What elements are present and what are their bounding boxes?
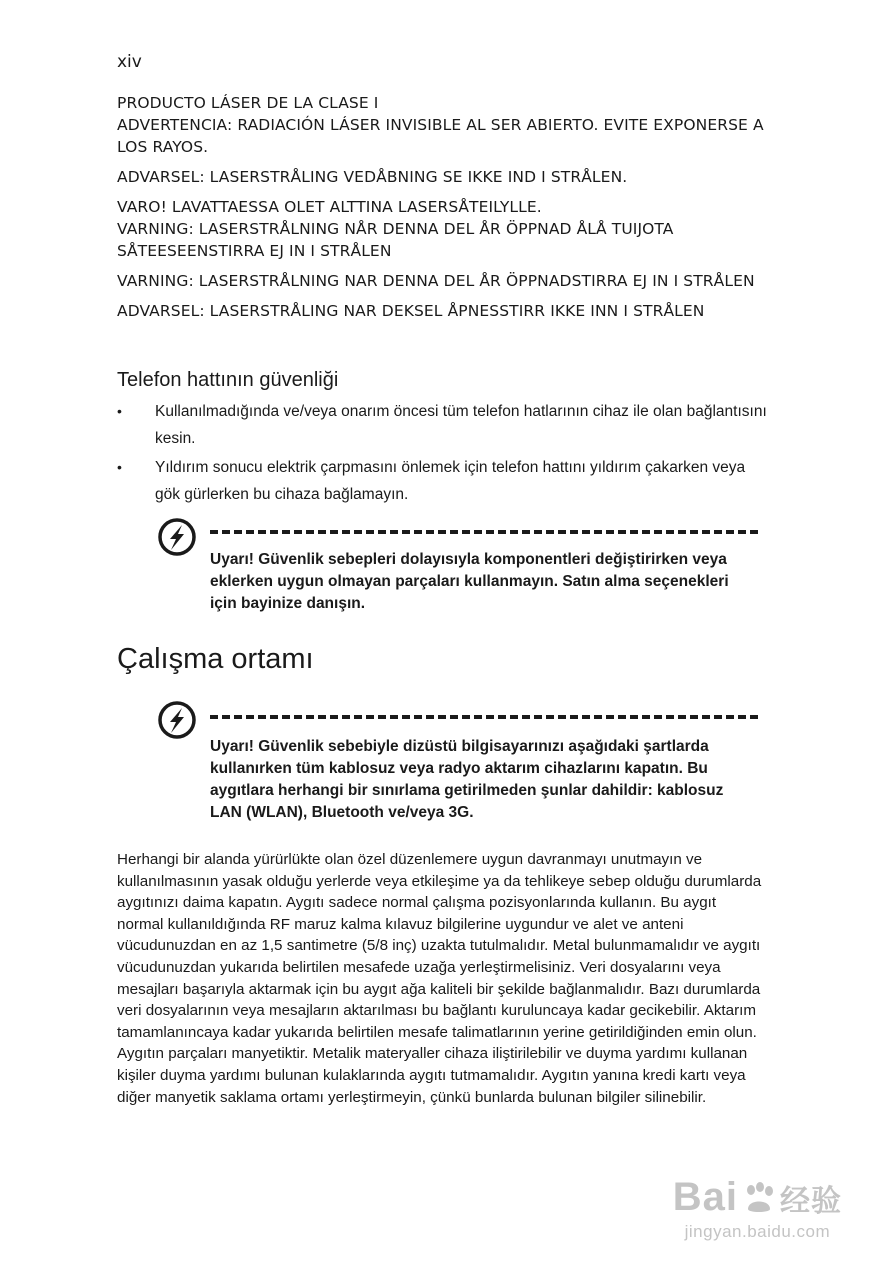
bullet-icon: • xyxy=(117,403,122,419)
baidu-logo xyxy=(673,1175,842,1220)
watermark-logo-right: 经验 xyxy=(780,1184,842,1218)
warning-divider xyxy=(210,715,758,719)
warning-lightning-icon xyxy=(157,517,197,557)
bullet-text: Yıldırım sonucu elektrik çarpmasını önlemek için telefon hattını yıldırım çakarken veya gök gürlerken bu cihaza bağlamayın. xyxy=(155,459,746,503)
laser-warning-sv: VARNING: LASERSTRÅLNING NAR DENNA DEL ÅR ÖPPNADSTIRRA EJ IN I STRÅLEN xyxy=(117,272,755,290)
bullet-icon: • xyxy=(117,459,122,475)
watermark-url: jingyan.baidu.com xyxy=(684,1222,831,1241)
laser-warnings xyxy=(117,92,777,322)
watermark-logo-left: Bai xyxy=(672,1175,738,1219)
bullet-text: Kullanılmadığında ve/veya onarım öncesi tüm telefon hatlarının cihaz ile olan bağlantısını kesin. xyxy=(155,403,767,447)
telefon-warning-text: Uyarı! Güvenlik sebepleri dolayısıyla komponentleri değiştirirken veya eklerken uygun olmayan parçaları kullanmayın. Satın alma seçenekleri için bayinize danışın. xyxy=(210,551,729,612)
paw-icon xyxy=(742,1181,776,1215)
laser-warning-no: ADVARSEL: LASERSTRÅLING NAR DEKSEL ÅPNESSTIRR IKKE INN I STRÅLEN xyxy=(117,302,705,320)
baidu-watermark xyxy=(673,1175,842,1242)
laser-warning-da: ADVARSEL: LASERSTRÅLING VEDÅBNING SE IKKE IND I STRÅLEN. xyxy=(117,168,628,186)
page-number: xiv xyxy=(117,52,142,72)
list-item xyxy=(117,454,767,508)
telefon-section-title: Telefon hattının güvenliği xyxy=(117,369,339,391)
telefon-bullet-list xyxy=(117,398,767,510)
warning-divider xyxy=(210,530,758,534)
calisma-section-title: Çalışma ortamı xyxy=(117,643,314,675)
laser-warning-es: PRODUCTO LÁSER DE LA CLASE I ADVERTENCIA: RADIACIÓN LÁSER INVISIBLE AL SER ABIERTO. EVITE EXPONERSE A LOS RAYOS. xyxy=(117,94,764,156)
warning-lightning-icon xyxy=(157,700,197,740)
laser-warning-fi-sv: VARO! LAVATTAESSA OLET ALTTINA LASERSÅTEILYLLE. VARNING: LASERSTRÅLNING NÅR DENNA DEL ÅR ÖPPNAD ÅLÅ TUIJOTA SÅTEESEENSTIRRA EJ IN I STRÅLEN xyxy=(117,198,674,260)
list-item xyxy=(117,398,767,452)
calisma-warning-text: Uyarı! Güvenlik sebebiyle dizüstü bilgisayarınızı aşağıdaki şartlarda kullanırken tüm kablosuz veya radyo aktarım cihazlarını kapatın. Bu aygıtlara herhangi bir sınırlama getirilmeden şunlar dahildir: kablosuz LAN (WLAN), Bluetooth ve/veya 3G. xyxy=(210,738,724,821)
calisma-paragraph: Herhangi bir alanda yürürlükte olan özel düzenlemere uygun davranmayı unutmayın ve kullanılmasının yasak olduğu yerlerde veya etkileşime ya da tehlikeye sebep olduğu durumlarda aygıtınızı daima kapatın. Aygıtı sadece normal çalışma pozisyonlarında kullanın. Bu aygıt normal kullanıldığında RF maruz kalma kılavuz bilgilerine uygundur ve alet ve anteni vücudunuzdan en az 1,5 santimetre (5/8 inç) uzakta tutulmalıdır. Metal bulunmamalıdır ve aygıtı vücudunuzdan yukarıda belirtilen mesafede uzağa yerleştirmelisiniz. Veri dosyalarını veya mesajları başarıyla aktarmak için bu aygıt ağa kaliteli bir şekilde bağlanmalıdır. Bazı durumlarda veri dosyalarının veya mesajların aktarılması bu bağlantı kuruluncaya kadar gecikebilir. Aktarım tamamlanıncaya kadar yukarıda belirtilen mesafe talimatlarının yerine getirildiğinden emin olun. Aygıtın parçaları manyetiktir. Metalik materyaller cihaza iliştirilebilir ve duyma yardımı kullanan kişiler duyma yardımı bulunan kulaklarında aygıtı tutmamalıdır. Aygıtın yanına kredi kartı veya diğer manyetik saklama ortamı yerleştirmeyin, çünkü bunlarda bulunan bilgiler silinebilir. xyxy=(117,851,762,1106)
